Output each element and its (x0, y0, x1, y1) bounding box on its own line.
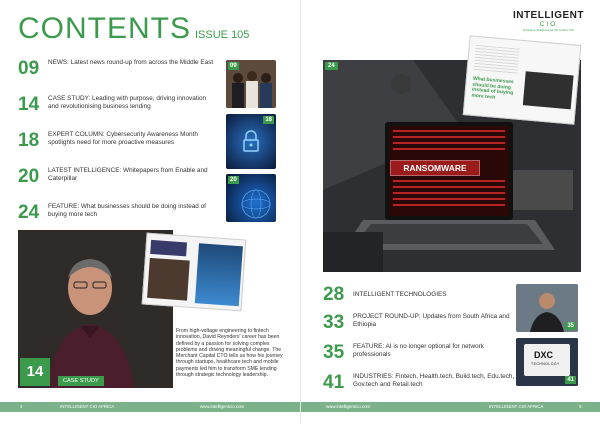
logo-line2: CIO (539, 21, 558, 28)
thumb-page-badge: 35 (567, 323, 574, 329)
toc-page-number: 24 (18, 202, 40, 223)
footer-url[interactable]: www.intelligentcio.com (200, 404, 245, 409)
dxc-logo-text: DXC (534, 350, 554, 360)
page-number: 4 (20, 404, 23, 409)
page-title: CONTENTS (18, 12, 191, 45)
logo-tagline: Providing intelligence for the modern CIO (522, 28, 575, 32)
footer-brand: INTELLIGENT CIO AFRICA (60, 404, 115, 409)
toc-text: CASE STUDY: Leading with purpose, driving innovation and revolutionising business lending (48, 95, 207, 111)
logo-line1: INTELLIGENT (512, 10, 584, 21)
spread-headline: What businesses should be doing instead of buying more tech (471, 75, 514, 101)
footer-brand: INTELLIGENT CIO AFRICA (489, 404, 544, 409)
thumb-page-badge: 09 (230, 63, 237, 69)
toc-text: FEATURE: AI is no longer optional for network professionals (353, 343, 484, 359)
ai-feature-thumbnail[interactable] (516, 284, 578, 332)
dxc-logo-sub: TECHNOLOGY (531, 362, 560, 366)
case-study-spread-preview (142, 233, 247, 312)
network-thumbnail[interactable] (226, 174, 276, 222)
cyber-thumbnail[interactable] (226, 114, 276, 169)
toc-text: PROJECT ROUND-UP: Updates from South Africa and Ethiopia (353, 313, 510, 329)
toc-text: FEATURE: What businesses should be doing instead of buying more tech (48, 203, 206, 219)
toc-page-number: 28 (323, 284, 345, 305)
left-footer (0, 402, 300, 412)
intelligent-cio-logo (513, 10, 584, 32)
toc-page-number: 33 (323, 312, 345, 333)
footer-url[interactable]: www.intelligentcio.com (326, 404, 371, 409)
toc-page-number: 20 (18, 166, 40, 187)
ransomware-screen-text: RANSOMWARE (390, 160, 480, 176)
toc-text: LATEST INTELLIGENCE: Whitepapers from Enable and Caterpillar (48, 167, 208, 183)
toc-text: INDUSTRIES: Fintech, Health.tech, Build.tech, Edu.tech, Gov.tech and Retail.tech (353, 373, 515, 389)
hero-page-badge: 24 (325, 62, 338, 70)
feature-spread-preview (463, 35, 582, 124)
dxc-thumbnail[interactable] (516, 338, 578, 386)
case-study-description: From high-voltage engineering to fintech innovation, David Reynders' career has been defined by a passion for solving complex problems and driving meaningful change. The Merchant Capital CTO tells us how his journey through startups, healthcare tech and mobile payments led him to transform SME lending through strategic technology leadership. (176, 328, 283, 379)
toc-page-number: 18 (18, 130, 40, 151)
toc-page-number: 35 (323, 342, 345, 363)
thumb-page-badge: 20 (230, 177, 237, 183)
page-number: 5 (579, 404, 582, 409)
contents-header (18, 12, 249, 46)
case-study-page-number[interactable]: 14 (20, 358, 50, 386)
toc-page-number: 09 (18, 58, 40, 79)
right-footer (301, 402, 600, 412)
thumb-page-badge: 18 (265, 117, 272, 123)
issue-number: ISSUE 105 (195, 29, 250, 41)
toc-text: INTELLIGENT TECHNOLOGIES (353, 291, 447, 298)
toc-page-number: 41 (323, 372, 345, 393)
toc-text: NEWS: Latest news round-up from across the Middle East (48, 59, 214, 66)
case-study-label: CASE STUDY (58, 376, 104, 386)
toc-text: EXPERT COLUMN: Cybersecurity Awareness Month spotlights need for more proactive measures (48, 131, 198, 147)
toc-page-number: 14 (18, 94, 40, 115)
news-thumbnail[interactable] (226, 60, 276, 108)
thumb-page-badge: 41 (567, 377, 574, 383)
